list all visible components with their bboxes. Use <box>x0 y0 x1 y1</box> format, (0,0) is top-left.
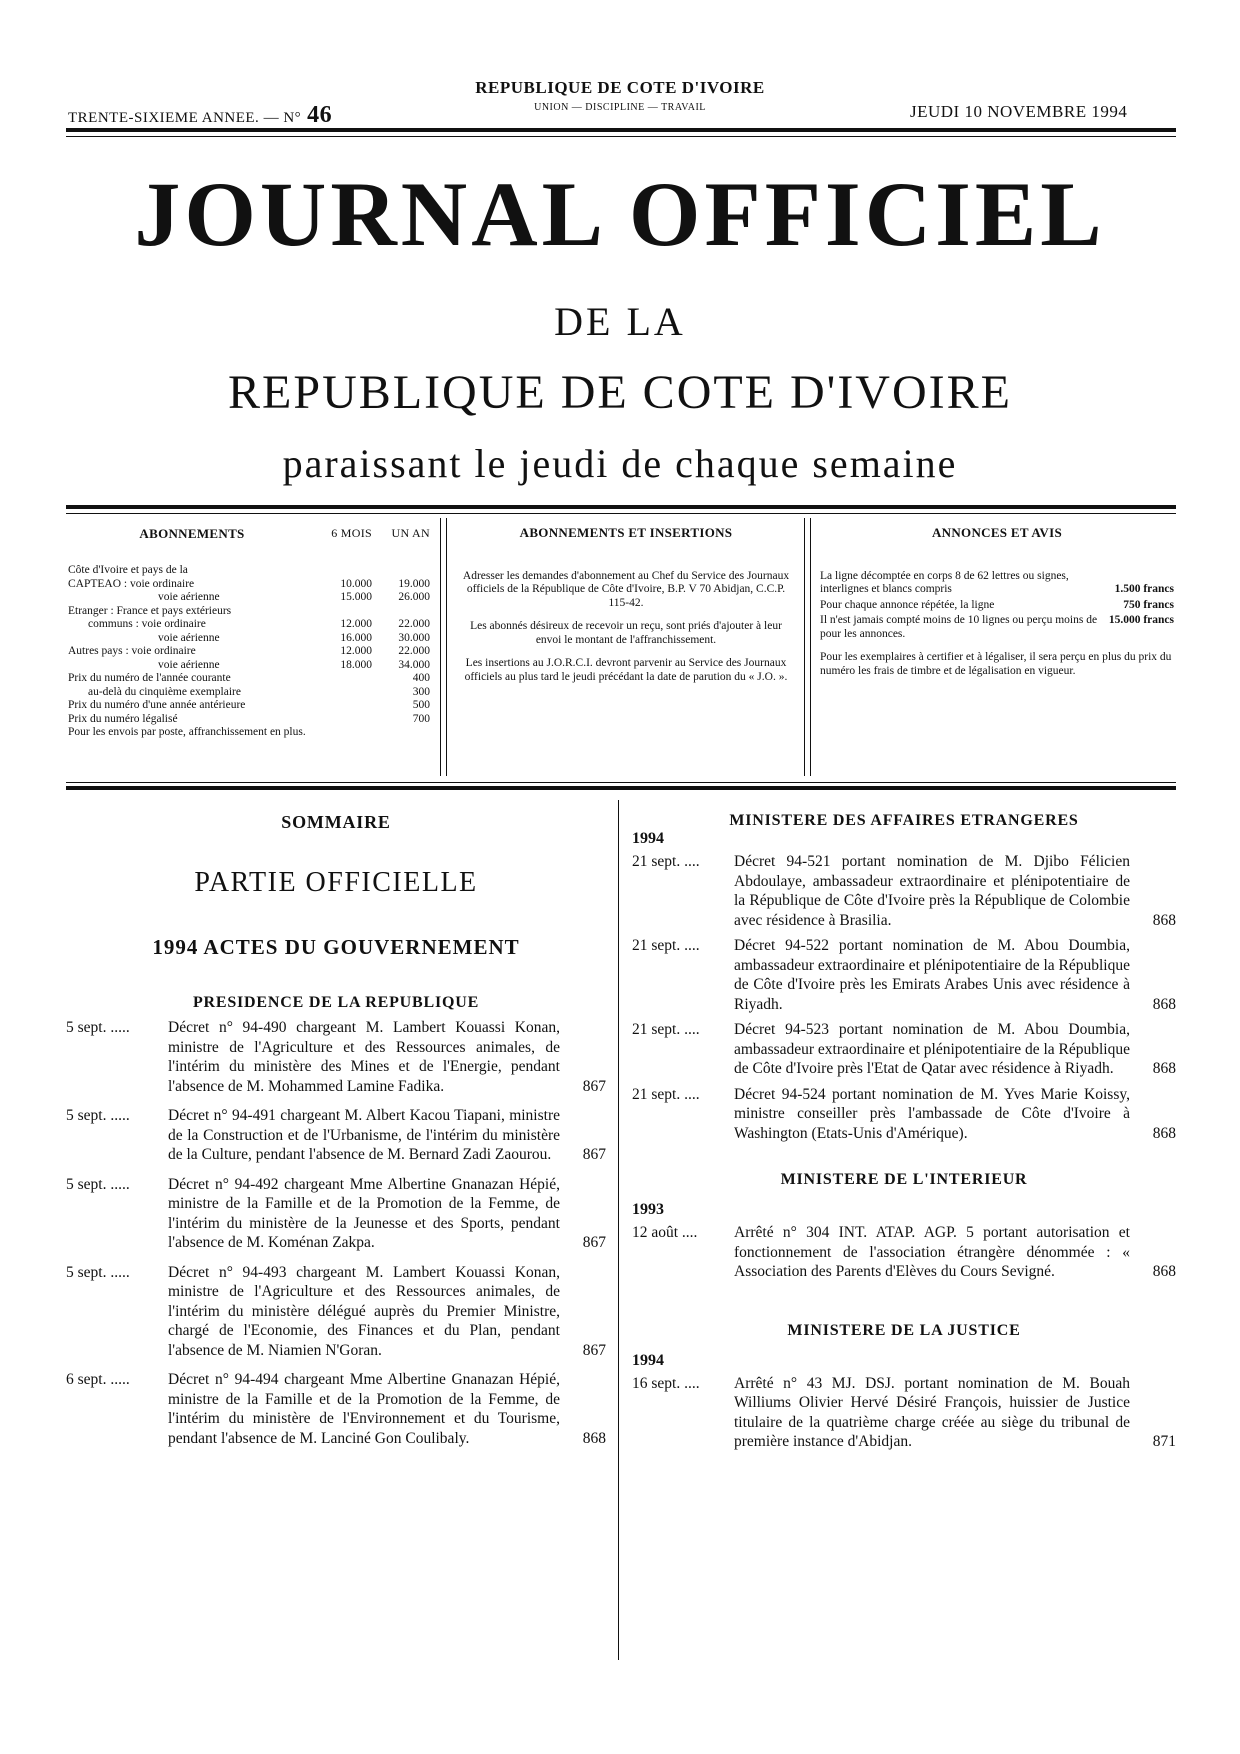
subscription-row: Prix du numéro d'une année antérieure 500 <box>68 699 430 711</box>
list-item: 5 sept. ..... Décret n° 94-491 chargeant M. Albert Kacou Tiapani, ministre de la Construction et de l'Urbanisme, de l'intérim du ministère de la Culture, pendant l'absence de M. Bernard Zadi Zaourou. 867 <box>66 1107 606 1163</box>
announcement-row: Pour chaque annonce répétée, la ligne 750 francs <box>820 598 1174 611</box>
list-item: 21 sept. .... Décret 94-524 portant nomination de M. Yves Marie Koissy, ministre conseiller près l'ambassade de Côte d'Ivoire à Washington (Etats-Unis d'Amérique). 868 <box>632 1085 1176 1142</box>
subscription-row: Côte d'Ivoire et pays de la <box>68 564 188 576</box>
col-6mois: 6 MOIS <box>331 526 372 540</box>
col-un-an: UN AN <box>391 526 430 540</box>
subscription-row: Autres pays : voie ordinaire 12.000 22.000 <box>68 645 430 657</box>
motto: UNION — DISCIPLINE — TRAVAIL <box>534 102 706 113</box>
list-item: 5 sept. ..... Décret n° 94-490 chargeant M. Lambert Kouassi Konan, ministre de l'Agriculture et des Ressources animales, de l'intérim du ministère des Mines et de l'Energie, pendant l'absence de M. Mohammed Lamine Fadika. 867 <box>66 1019 606 1095</box>
summary-right-column <box>632 812 1176 1452</box>
boxes-top-rule-thin <box>66 513 1176 514</box>
insertions-deadline: Les insertions au J.O.R.C.I. devront parvenir au Service des Journaux officiels au plus tard le jeudi précédant la date de parution du « J.O. ». <box>464 657 788 683</box>
year-label: TRENTE-SIXIEME ANNEE. — N° 46 <box>68 102 333 128</box>
boxes-bottom-rule-thick <box>66 786 1176 790</box>
subscription-row: communs : voie ordinaire 12.000 22.000 <box>88 618 430 630</box>
box-divider <box>440 518 441 776</box>
subscriptions-box <box>68 526 430 740</box>
box-divider <box>810 518 811 776</box>
announcements-box <box>820 526 1174 678</box>
actes-heading: 1994 ACTES DU GOUVERNEMENT <box>152 935 520 959</box>
boxes-top-rule <box>66 505 1176 509</box>
box-divider <box>804 518 805 776</box>
subscription-row: voie aérienne 15.000 26.000 <box>158 591 430 603</box>
subscription-row: voie aérienne 16.000 30.000 <box>158 631 430 644</box>
subscription-row: CAPTEAO : voie ordinaire 10.000 19.000 <box>68 577 430 590</box>
announcement-row: La ligne décomptée en corps 8 de 62 lettres ou signes, interlignes et blancs compris 1.500 francs <box>820 569 1174 595</box>
list-item: 21 sept. .... Décret 94-522 portant nomination de M. Abou Doumbia, ambassadeur extraordinaire et plénipotentiaire de la République de Côte d'Ivoire près les Emirats Arabes Unis avec résidence à Riyadh. 868 <box>632 937 1176 1013</box>
insertions-address: Adresser les demandes d'abonnement au Chef du Service des Journaux officiels de la République de Côte d'Ivoire, B.P. V 70 Abidjan, C.C.P. 115-42. <box>462 569 790 609</box>
subscription-row: Prix du numéro de l'année courante 400 <box>68 672 430 684</box>
issue-number: 46 <box>307 102 333 128</box>
header-rule-thin <box>66 136 1176 137</box>
subscription-row: Etranger : France et pays extérieurs <box>68 604 232 617</box>
subscriptions-title: ABONNEMENTS <box>139 526 245 541</box>
box-divider <box>446 518 447 776</box>
republic-header <box>420 78 820 113</box>
journal-title: JOURNAL OFFICIEL <box>134 163 1106 265</box>
justice-heading: MINISTERE DE LA JUSTICE <box>787 1321 1021 1339</box>
subscriptions-rows <box>68 564 430 740</box>
announcement-note: Pour les exemplaires à certifier et à légaliser, il sera perçu en plus du prix du numéro les frais de timbre et de légalisation en vigueur. <box>820 651 1172 677</box>
justice-year: 1994 <box>632 1351 664 1369</box>
de-la: DE LA <box>554 299 686 344</box>
list-item: 12 août .... Arrêté n° 304 INT. ATAP. AGP. 5 portant autorisation et fonctionnement de l'association étrangère dénommée : « Association des Parents d'Elèves du Cours Sevigné. 868 <box>632 1224 1176 1280</box>
insertions-box <box>456 526 796 684</box>
announcement-row: Il n'est jamais compté moins de 10 lignes ou perçu moins de pour les annonces. 15.000 francs <box>820 614 1174 640</box>
insertions-title: ABONNEMENTS ET INSERTIONS <box>519 525 733 540</box>
subscription-row: Pour les envois par poste, affranchissement en plus. <box>68 726 306 738</box>
list-item: 16 sept. .... Arrêté n° 43 MJ. DSJ. portant nomination de M. Bouah Williums Olivier Hervé Désiré François, huissier de Justice titulaire de la quatrième charge créée au siège du tribunal de première instance d'Abidjan. 871 <box>632 1374 1176 1450</box>
list-item: 21 sept. .... Décret 94-523 portant nomination de M. Abou Doumbia, ambassadeur extraordinaire et plénipotentiaire de la République de Côte d'Ivoire près l'Etat de Qatar avec résidence à Riyadh. 868 <box>632 1021 1176 1077</box>
list-item: 6 sept. ..... Décret n° 94-494 chargeant Mme Albertine Gnanazan Hépié, ministre de la Famille et de la Promotion de la Femme, de l'intérim du ministère de l'Environnement et du Tourisme, pendant l'absence de M. Lanciné Gon Coulibaly. 868 <box>66 1371 606 1447</box>
subscription-row: au-delà du cinquième exemplaire 300 <box>88 685 430 698</box>
interieur-heading: MINISTERE DE L'INTERIEUR <box>780 1171 1028 1188</box>
summary-left-column <box>66 812 606 1448</box>
boxes-bottom-rule <box>66 782 1176 783</box>
partie-officielle-heading: PARTIE OFFICIELLE <box>194 867 478 898</box>
insertions-receipt: Les abonnés désireux de recevoir un reçu, sont priés d'ajouter à leur envoi le montant de l'affranchissement. <box>470 620 782 646</box>
list-item: 21 sept. .... Décret 94-521 portant nomination de M. Djibo Félicien Abdoulaye, ambassadeur extraordinaire et plénipotentiaire de la République de Côte d'Ivoire près la République de Colombie avec résidence à Brasilia. 868 <box>632 853 1176 929</box>
presidence-heading: PRESIDENCE DE LA REPUBLIQUE <box>192 994 480 1011</box>
affaires-year: 1994 <box>632 830 664 847</box>
subscription-row: Prix du numéro légalisé 700 <box>68 712 430 725</box>
header-rule <box>66 128 1176 132</box>
announcements-title: ANNONCES ET AVIS <box>931 525 1063 540</box>
frequency-line: paraissant le jeudi de chaque semaine <box>282 441 958 486</box>
sommaire-heading: SOMMAIRE <box>281 812 391 832</box>
country-name: REPUBLIQUE DE COTE D'IVOIRE <box>228 366 1012 419</box>
subscription-row: voie aérienne 18.000 34.000 <box>158 658 430 671</box>
interieur-year: 1993 <box>632 1201 664 1218</box>
column-divider <box>618 800 619 1660</box>
list-item: 5 sept. ..... Décret n° 94-493 chargeant M. Lambert Kouassi Konan, ministre de l'Agriculture et des Ressources animales, de l'intérim du ministère délégué auprès du Premier Ministre, chargé de l'Economie, des Finances et du Plan, pendant l'absence de M. Niamien N'Goran. 867 <box>66 1263 606 1359</box>
list-item: 5 sept. ..... Décret n° 94-492 chargeant Mme Albertine Gnanazan Hépié, ministre de la Famille et de la Promotion de la Femme, de l'intérim du ministère de la Jeunesse et des Sports, pendant l'absence de M. Koménan Zakpa. 867 <box>66 1175 606 1251</box>
affaires-heading: MINISTERE DES AFFAIRES ETRANGERES <box>729 812 1079 829</box>
republic-name: REPUBLIQUE DE COTE D'IVOIRE <box>475 78 765 97</box>
issue-date: JEUDI 10 NOVEMBRE 1994 <box>910 102 1128 121</box>
